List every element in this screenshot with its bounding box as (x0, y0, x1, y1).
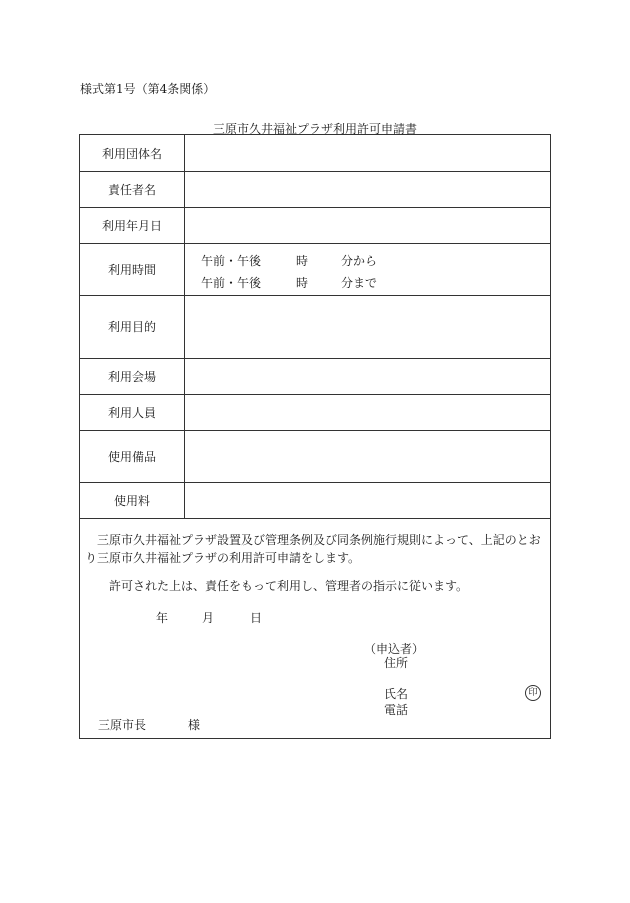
row-time (80, 243, 550, 296)
row-purpose (80, 295, 550, 359)
label-group-name: 利用団体名 (80, 135, 185, 171)
declaration-statement: 三原市久井福祉プラザ設置及び管理条例及び同条例施行規則によって、上記のとおり三原市久井福祉プラザの利用許可申請をします。 (85, 533, 541, 565)
declaration-promise: 許可された上は、責任をもって利用し、管理者の指示に従います。 (109, 579, 469, 593)
row-equipment (80, 430, 550, 483)
ampm-start: 午前・午後 (201, 254, 262, 268)
phone-label: 電話 (384, 703, 409, 717)
seal-mark: 印 (525, 685, 541, 701)
hour-end: 時 (296, 276, 309, 290)
label-responsible: 責任者名 (80, 171, 185, 207)
minute-to: 分まで (341, 276, 378, 290)
label-fee: 使用料 (80, 482, 185, 518)
address-label: 住所 (384, 656, 409, 670)
label-purpose: 利用目的 (80, 295, 185, 358)
label-date: 利用年月日 (80, 207, 185, 243)
form-number: 様式第1号（第4条関係） (80, 82, 216, 96)
addressee-label: 三原市長 (98, 718, 147, 732)
day-label: 日 (250, 611, 263, 625)
row-venue (80, 358, 550, 395)
applicant-label: （申込者） (364, 642, 425, 656)
label-time: 利用時間 (80, 243, 185, 295)
honorific-label: 様 (188, 718, 201, 732)
ampm-end: 午前・午後 (201, 276, 262, 290)
row-responsible (80, 171, 550, 208)
name-label: 氏名 (384, 687, 409, 701)
row-date (80, 207, 550, 244)
month-label: 月 (202, 611, 215, 625)
hour-start: 時 (296, 254, 309, 268)
label-headcount: 利用人員 (80, 394, 185, 430)
row-group-name (80, 135, 550, 172)
row-fee (80, 482, 550, 519)
minute-from: 分から (341, 254, 378, 268)
application-form-table (79, 134, 551, 739)
label-equipment: 使用備品 (80, 430, 185, 482)
document-title: 三原市久井福祉プラザ利用許可申請書 (212, 122, 417, 136)
label-venue: 利用会場 (80, 358, 185, 394)
declaration-section (80, 518, 550, 738)
row-headcount (80, 394, 550, 431)
year-label: 年 (156, 611, 169, 625)
